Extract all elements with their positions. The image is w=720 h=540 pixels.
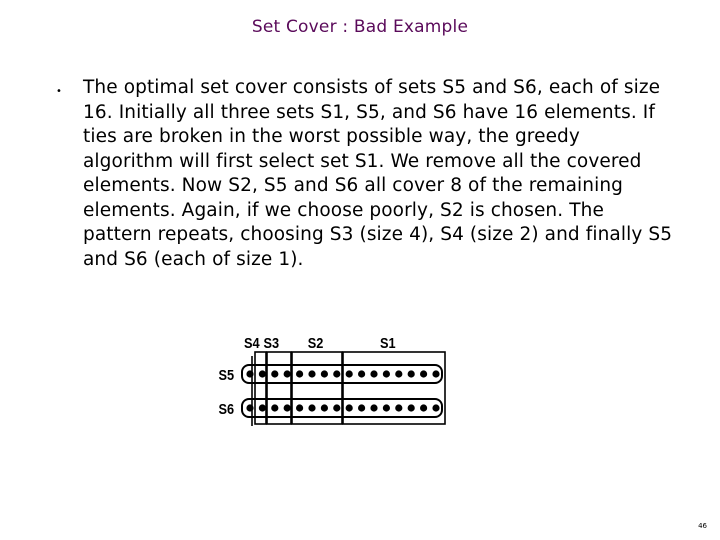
element-dot [284, 370, 291, 377]
label-s6: S6 [218, 399, 235, 418]
element-dot [432, 370, 439, 377]
label-s3: S3 [263, 333, 280, 352]
element-dot [284, 404, 291, 411]
element-dot [370, 370, 377, 377]
element-dot [321, 404, 328, 411]
element-dot [408, 404, 415, 411]
element-dot [308, 404, 315, 411]
set-s3-outline [267, 352, 291, 424]
label-s2: S2 [307, 333, 324, 352]
element-dot [296, 370, 303, 377]
element-dot [259, 404, 266, 411]
element-dot [321, 370, 328, 377]
element-dot [383, 370, 390, 377]
element-dot [271, 370, 278, 377]
element-dot [383, 404, 390, 411]
set-s2-outline [292, 352, 342, 424]
element-dot [246, 404, 253, 411]
label-s5: S5 [218, 365, 235, 384]
element-dot [420, 404, 427, 411]
element-dot [395, 370, 402, 377]
element-dot [370, 404, 377, 411]
element-dot [259, 370, 266, 377]
slide-title: Set Cover : Bad Example [251, 17, 469, 37]
page-number: 46 [698, 522, 707, 530]
element-dot [296, 404, 303, 411]
body-paragraph: The optimal set cover consists of sets S5 and S6, each of size 16. Initially all three sets S1, S5, and S6 have 16 elements. If ties are broken in the worst possible way, the greedy algorithm will first select set S1. We remove all the covered elements. Now S2, S5 and S6 all cover 8 of the remaining elements. Again, if we choose poorly, S2 is chosen. The pattern repeats, choosing S3 (size 4), S4 (size 2) and finally S5 and S6 (each of size 1). [83, 77, 673, 270]
element-dot [246, 370, 253, 377]
element-dot [408, 370, 415, 377]
element-dot [432, 404, 439, 411]
element-dot [333, 404, 340, 411]
bullet-marker: • [56, 86, 62, 97]
element-dot [358, 404, 365, 411]
set-cover-figure [210, 328, 460, 440]
label-s1: S1 [380, 333, 396, 352]
set-cover-diagram [210, 328, 460, 440]
set-s4-outline [255, 352, 266, 424]
element-dot [346, 370, 353, 377]
element-dot [346, 404, 353, 411]
set-s1-outline [343, 352, 445, 424]
element-dot [395, 404, 402, 411]
element-dot [271, 404, 278, 411]
label-s4: S4 [244, 333, 260, 352]
element-dot [420, 370, 427, 377]
element-dot [333, 370, 340, 377]
element-dot [358, 370, 365, 377]
element-dot [308, 370, 315, 377]
